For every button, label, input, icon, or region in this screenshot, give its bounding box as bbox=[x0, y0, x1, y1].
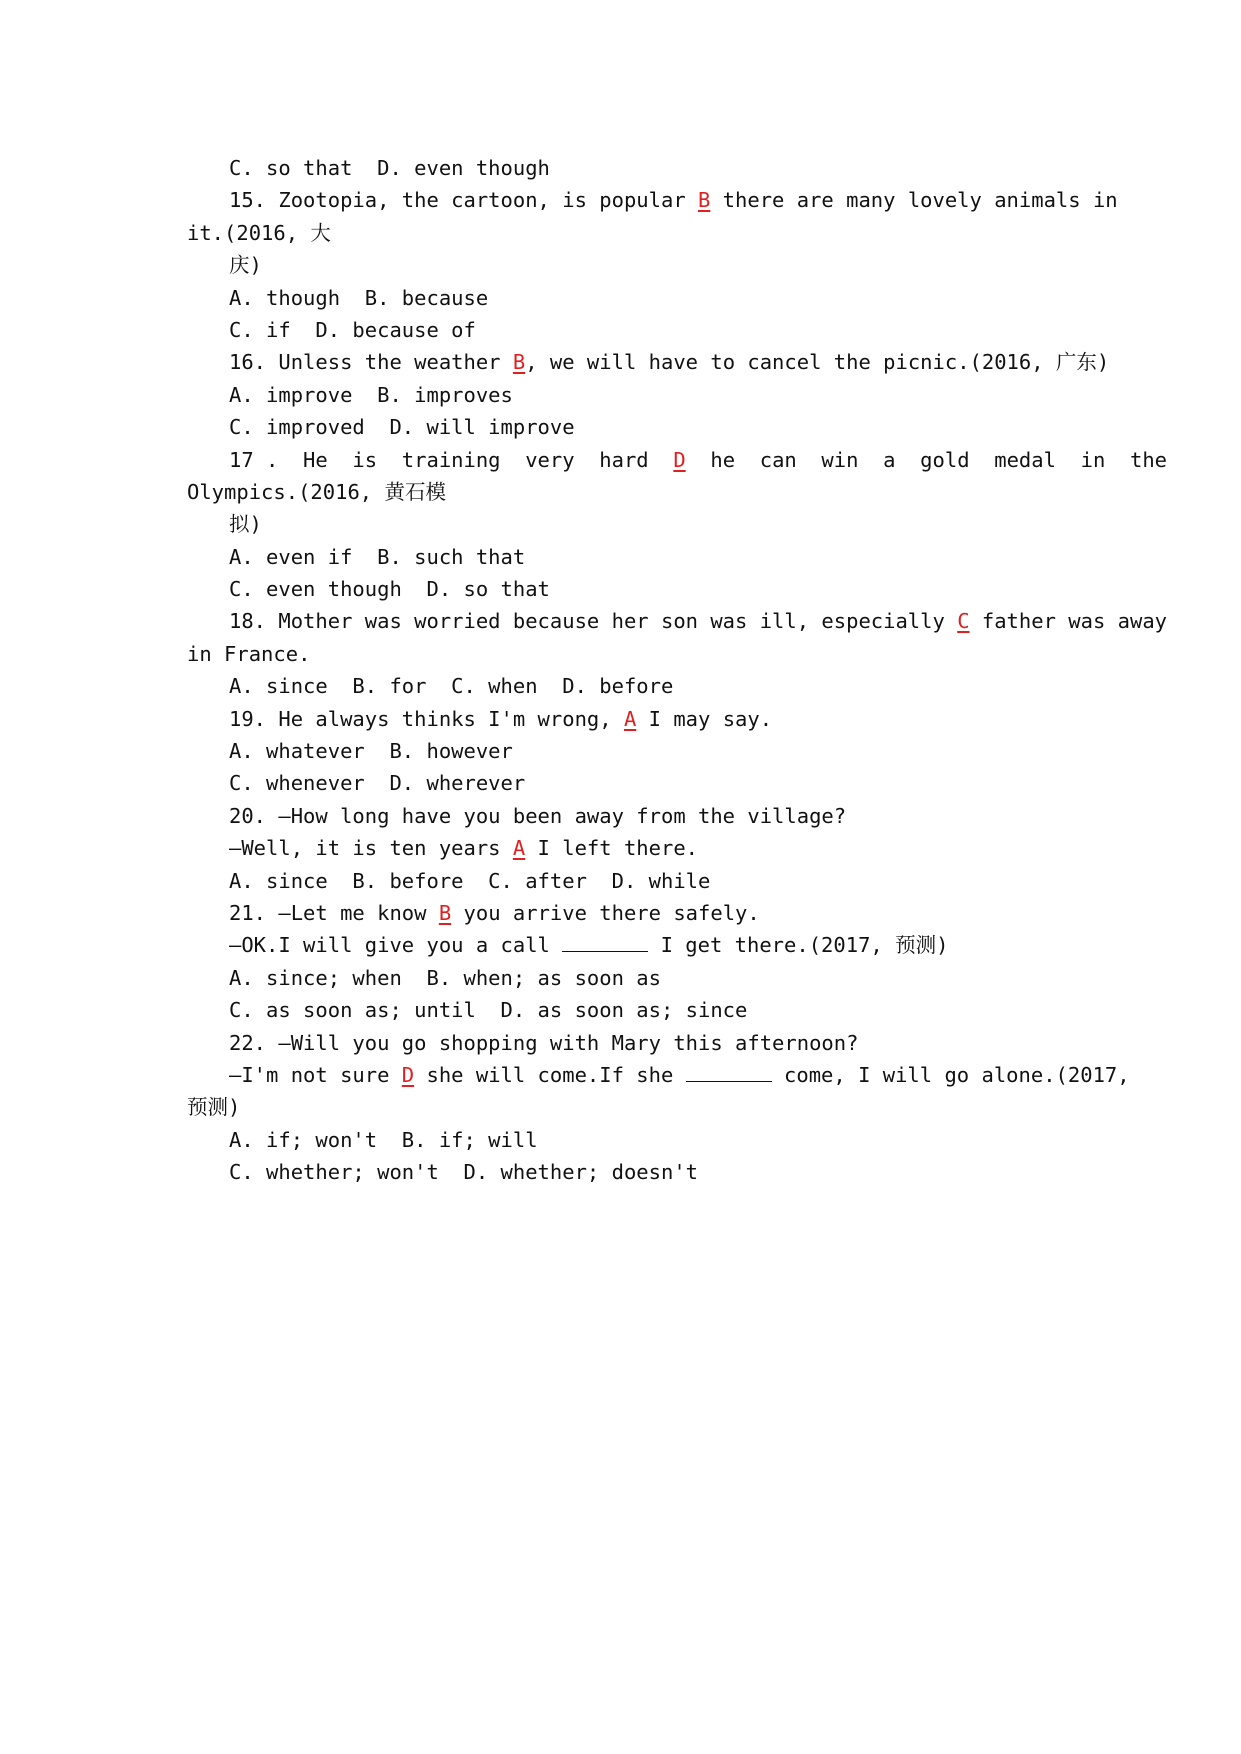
q18-stem-part1: 18. Mother was worried because her son was ill, especially bbox=[229, 609, 958, 634]
q22-options-ab-text: A. if; won't B. if; will bbox=[229, 1127, 538, 1152]
q20-response-part2: I left there. bbox=[525, 836, 699, 861]
q22-response-part1: —I'm not sure bbox=[229, 1062, 402, 1087]
q21-response-part2: I get there.(2017, 预测) bbox=[648, 933, 949, 958]
q16-stem-part2: , we will have to cancel the picnic.(2016, 广东) bbox=[525, 350, 1110, 375]
q15-stem-cont bbox=[187, 217, 1077, 249]
q19-answer: A bbox=[623, 706, 637, 731]
q20-options bbox=[187, 865, 1077, 897]
q15-answer: B bbox=[698, 188, 711, 213]
q20-stem-text: 20. —How long have you been away from the village? bbox=[229, 803, 847, 828]
q20-response bbox=[187, 832, 1077, 864]
q20-answer: A bbox=[512, 836, 526, 861]
q20-response-part1: —Well, it is ten years bbox=[229, 836, 513, 861]
q22-stem-text: 22. —Will you go shopping with Mary this afternoon? bbox=[229, 1030, 859, 1055]
q17-source-end: 拟) bbox=[229, 512, 262, 537]
q15-stem bbox=[187, 184, 1118, 216]
q16-options-cd-text: C. improved D. will improve bbox=[229, 415, 575, 440]
q20-options-text: A. since B. before C. after D. while bbox=[229, 868, 711, 893]
q20-stem bbox=[187, 800, 1077, 832]
q22-source-end: 预测) bbox=[187, 1095, 241, 1120]
q15-options-ab-text: A. though B. because bbox=[229, 285, 489, 310]
q21-options-ab bbox=[187, 962, 1077, 994]
q18-options bbox=[187, 670, 1077, 702]
q18-answer: C bbox=[957, 609, 970, 634]
q21-options-cd-text: C. as soon as; until D. as soon as; since bbox=[229, 998, 748, 1023]
q18-options-text: A. since B. for C. when D. before bbox=[229, 674, 674, 699]
q17-stem-part1: 17 . He is training very hard bbox=[229, 447, 674, 472]
q15-options-ab bbox=[187, 282, 1077, 314]
q17-options-cd-text: C. even though D. so that bbox=[229, 577, 550, 602]
q21-options-ab-text: A. since; when B. when; as soon as bbox=[229, 965, 661, 990]
q22-blank bbox=[686, 1063, 772, 1082]
q15-stem-part1: 15. Zootopia, the cartoon, is popular bbox=[229, 188, 698, 213]
q18-stem-cont bbox=[187, 638, 1077, 670]
q17-options-ab bbox=[187, 541, 1077, 573]
q17-stem bbox=[187, 444, 1168, 476]
q17-answer: D bbox=[673, 447, 686, 472]
q15-options-cd bbox=[187, 314, 1077, 346]
q17-stem-cont bbox=[187, 476, 1077, 508]
q22-options-cd bbox=[187, 1156, 1077, 1188]
q17-stem-part2: he can win a gold medal in the bbox=[685, 447, 1168, 472]
q18-stem-part2: father was away bbox=[969, 609, 1168, 634]
q21-stem-part1: 21. —Let me know bbox=[229, 900, 439, 925]
q21-stem bbox=[187, 897, 1077, 929]
q16-answer: B bbox=[512, 350, 526, 375]
q19-options-ab-text: A. whatever B. however bbox=[229, 739, 513, 764]
q15-source-cont bbox=[187, 249, 1077, 281]
q21-answer: B bbox=[438, 900, 452, 925]
q14-options-cd bbox=[187, 152, 1077, 184]
q19-stem bbox=[187, 703, 1077, 735]
q22-stem bbox=[187, 1027, 1077, 1059]
q19-options-ab bbox=[187, 735, 1077, 767]
q21-stem-part2: you arrive there safely. bbox=[451, 900, 760, 925]
q17-source-cont bbox=[187, 508, 1077, 540]
q19-stem-part2: I may say. bbox=[636, 706, 773, 731]
q15-source-end: 庆) bbox=[229, 253, 262, 278]
q22-response-part3: come, I will go alone.(2017, bbox=[771, 1062, 1130, 1087]
q19-options-cd bbox=[187, 767, 1077, 799]
q14-options-cd-text: C. so that D. even though bbox=[229, 156, 550, 180]
q18-stem bbox=[187, 605, 1168, 637]
q19-stem-part1: 19. He always thinks I'm wrong, bbox=[229, 706, 624, 731]
q22-response-part2: she will come.If she bbox=[414, 1062, 686, 1087]
q16-stem-part1: 16. Unless the weather bbox=[229, 350, 513, 375]
q21-options-cd bbox=[187, 994, 1077, 1026]
question-list bbox=[187, 152, 1168, 1189]
q22-options-ab bbox=[187, 1124, 1077, 1156]
q22-options-cd-text: C. whether; won't D. whether; doesn't bbox=[229, 1160, 698, 1185]
q15-options-cd-text: C. if D. because of bbox=[229, 317, 476, 342]
q16-options-cd bbox=[187, 411, 1077, 443]
q22-response bbox=[187, 1059, 1130, 1091]
q18-stem-end: in France. bbox=[187, 641, 311, 666]
q22-source-cont bbox=[187, 1091, 1077, 1123]
q17-source: Olympics.(2016, 黄石模 bbox=[187, 479, 446, 504]
q22-answer: D bbox=[401, 1062, 415, 1087]
q15-stem-part2: there are many lovely animals in bbox=[710, 188, 1118, 213]
q21-response bbox=[187, 929, 1077, 961]
q16-stem bbox=[187, 346, 1110, 378]
q16-options-ab bbox=[187, 379, 1077, 411]
q17-options-ab-text: A. even if B. such that bbox=[229, 544, 526, 569]
q19-options-cd-text: C. whenever D. wherever bbox=[229, 771, 526, 796]
q15-source: it.(2016, 大 bbox=[187, 220, 331, 245]
q16-options-ab-text: A. improve B. improves bbox=[229, 382, 513, 407]
q21-blank bbox=[562, 933, 648, 952]
q17-options-cd bbox=[187, 573, 1077, 605]
q21-response-part1: —OK.I will give you a call bbox=[229, 933, 563, 958]
